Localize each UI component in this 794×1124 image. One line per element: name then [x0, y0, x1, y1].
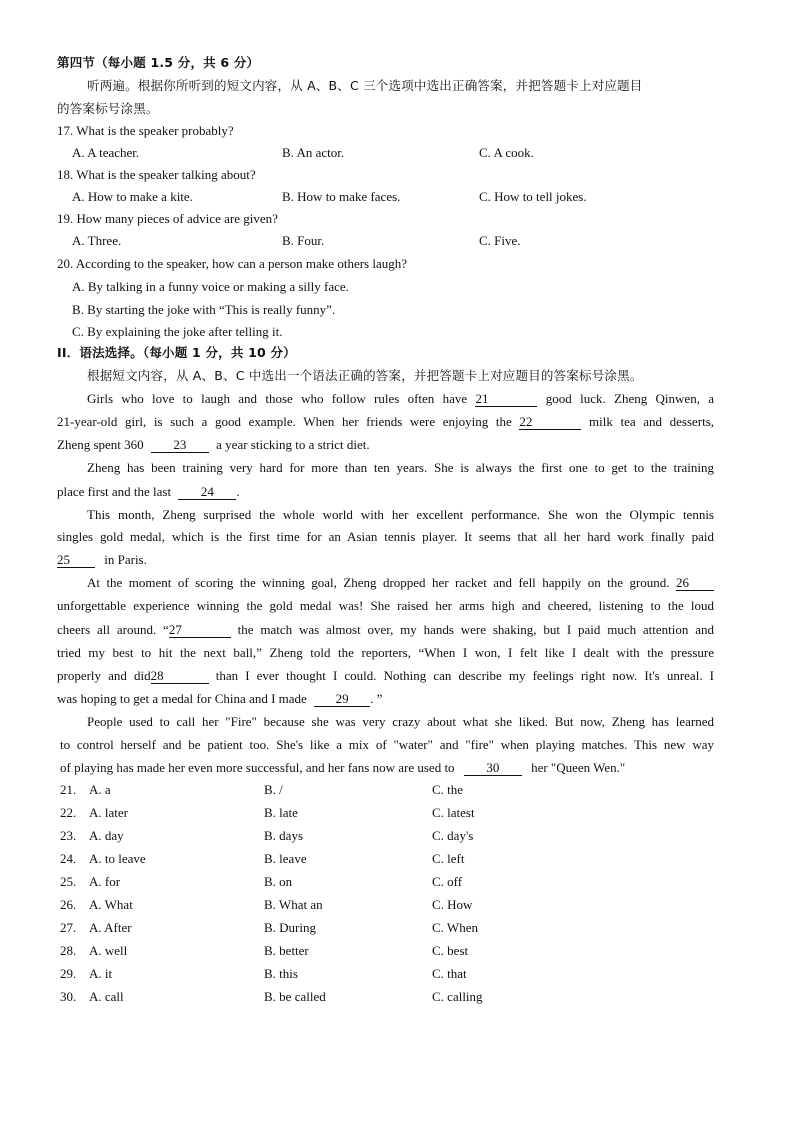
option-c: C. When [432, 920, 478, 935]
blank-22: 22 [519, 415, 581, 430]
option-a: A. to leave [89, 851, 146, 866]
option-b: B. What an [264, 897, 323, 912]
passage-line: People used to call her "Fire" because she was very crazy about what she liked. But now, Zheng has learned [87, 714, 714, 729]
passage-text: properly and did [57, 668, 151, 683]
q17-option-a: A. A teacher. [72, 145, 140, 160]
passage-text: good luck. Zheng Qinwen, a [545, 391, 715, 406]
passage-line: to control herself and be patient too. She's like a mix of "water" and "fire" when playing matches. This new way [60, 737, 714, 752]
option-b: B. better [264, 943, 309, 958]
passage-text: the match was almost over, my hands were shaking, but I paid much attention and [237, 622, 715, 637]
option-number: 28. [60, 943, 77, 958]
blank-29: 29 [314, 692, 370, 707]
passage-text: was hoping to get a medal for China and I made [57, 691, 307, 706]
question-20: 20. According to the speaker, how can a person make others laugh? [57, 256, 408, 271]
option-b: B. / [264, 782, 283, 797]
option-a: A. call [89, 989, 124, 1004]
option-number: 23. [60, 828, 77, 843]
blank-21: 21 [475, 392, 537, 407]
passage-line [57, 622, 714, 638]
option-b: B. be called [264, 989, 326, 1004]
option-a: A. later [89, 805, 128, 820]
blank-27: 27 [169, 623, 231, 638]
passage-text: her "Queen Wen." [531, 760, 626, 775]
option-a: A. day [89, 828, 124, 843]
option-a: A. After [89, 920, 132, 935]
blank-25: 25 [57, 553, 95, 568]
question-17: 17. What is the speaker probably? [57, 123, 234, 138]
option-b: B. days [264, 828, 303, 843]
option-number: 24. [60, 851, 77, 866]
q19-option-c: C. Five. [479, 233, 521, 248]
option-c: C. calling [432, 989, 483, 1004]
passage-text: . [236, 484, 240, 499]
passage-line [57, 414, 714, 430]
passage-text: Zheng spent 360 [57, 437, 144, 452]
q17-option-c: C. A cook. [479, 145, 534, 160]
grammar-title: II．语法选择。（每小题 1 分，共 10 分） [57, 345, 296, 360]
q20-option-a: A. By talking in a funny voice or making a silly face. [72, 279, 349, 294]
section4-title: 第四节（每小题 1.5 分，共 6 分） [57, 55, 260, 70]
option-a: A. for [89, 874, 121, 889]
section4-instruction-cont: 的答案标号涂黑。 [57, 101, 159, 116]
option-number: 26. [60, 897, 77, 912]
passage-line: Zheng has been training very hard for more than ten years. She is always the first one to get to the training [87, 460, 714, 475]
option-b: B. During [264, 920, 316, 935]
passage-line [87, 391, 714, 407]
passage-text: a year sticking to a strict diet. [216, 437, 370, 452]
passage-text: in Paris. [104, 552, 147, 567]
option-b: B. late [264, 805, 298, 820]
passage-line [60, 760, 625, 776]
blank-28: 28 [151, 669, 209, 684]
q20-option-c: C. By explaining the joke after telling it. [72, 324, 283, 339]
option-b: B. this [264, 966, 298, 981]
section4-instruction: 听两遍。根据你所听到的短文内容，从 A、B、C 三个选项中选出正确答案，并把答题卡上对应题目 [87, 78, 643, 93]
q20-option-b: B. By starting the joke with “This is really funny”. [72, 302, 336, 317]
passage-text: place first and the last [57, 484, 172, 499]
option-b: B. leave [264, 851, 307, 866]
q17-option-b: B. An actor. [282, 145, 345, 160]
option-c: C. best [432, 943, 469, 958]
option-a: A. it [89, 966, 113, 981]
q18-option-b: B. How to make faces. [282, 189, 401, 204]
blank-30: 30 [464, 761, 522, 776]
blank-26: 26 [676, 576, 714, 591]
option-number: 21. [60, 782, 77, 797]
passage-line [57, 668, 714, 684]
passage-line [57, 691, 382, 707]
option-c: C. the [432, 782, 464, 797]
passage-text: Girls who love to laugh and those who follow rules often have [87, 391, 468, 406]
option-c: C. off [432, 874, 463, 889]
option-number: 29. [60, 966, 77, 981]
passage-line [57, 552, 147, 568]
grammar-instruction: 根据短文内容，从 A、B、C 中选出一个语法正确的答案，并把答题卡上对应题目的答案标号涂黑。 [87, 368, 643, 383]
q19-option-a: A. Three. [72, 233, 122, 248]
passage-text: of playing has made her even more successful, and her fans now are used to [60, 760, 455, 775]
option-a: A. a [89, 782, 111, 797]
option-a: A. What [89, 897, 133, 912]
passage-line: tried my best to hit the next ball,” Zheng told the reporters, “When I won, I felt like I dealt with the pressure [57, 645, 714, 660]
option-c: C. left [432, 851, 465, 866]
passage-text: At the moment of scoring the winning goal, Zheng dropped her racket and fell happily on the ground. [87, 575, 670, 590]
passage-line: unforgettable experience winning the gold medal was! She raised her arms high and cheered, listening to the loud [57, 598, 714, 613]
question-18: 18. What is the speaker talking about? [57, 167, 256, 182]
blank-23: 23 [151, 438, 209, 453]
passage-line [57, 437, 370, 453]
option-c: C. day's [432, 828, 474, 843]
option-number: 27. [60, 920, 77, 935]
option-c: C. that [432, 966, 467, 981]
question-19: 19. How many pieces of advice are given? [57, 211, 278, 226]
q18-option-c: C. How to tell jokes. [479, 189, 587, 204]
passage-line: This month, Zheng surprised the whole world with her excellent performance. She won the Olympic tennis [87, 507, 714, 522]
blank-24: 24 [178, 485, 236, 500]
passage-line [87, 575, 714, 591]
passage-text: milk tea and desserts, [589, 414, 715, 429]
passage-text: than I ever thought I could. Nothing can describe my feelings right now. It's unreal. I [215, 668, 714, 683]
option-a: A. well [89, 943, 128, 958]
passage-text: . ” [370, 691, 383, 706]
q19-option-b: B. Four. [282, 233, 325, 248]
option-number: 22. [60, 805, 77, 820]
option-c: C. How [432, 897, 473, 912]
passage-text: cheers all around. “ [57, 622, 169, 637]
q18-option-a: A. How to make a kite. [72, 189, 193, 204]
option-number: 30. [60, 989, 77, 1004]
passage-line: singles gold medal, which is the first time for an Asian tennis player. It seems that all her hard work finally paid [57, 529, 714, 544]
option-b: B. on [264, 874, 293, 889]
passage-line [57, 484, 240, 500]
option-c: C. latest [432, 805, 475, 820]
option-number: 25. [60, 874, 77, 889]
passage-text: 21-year-old girl, is such a good example. When her friends were enjoying the [57, 414, 512, 429]
